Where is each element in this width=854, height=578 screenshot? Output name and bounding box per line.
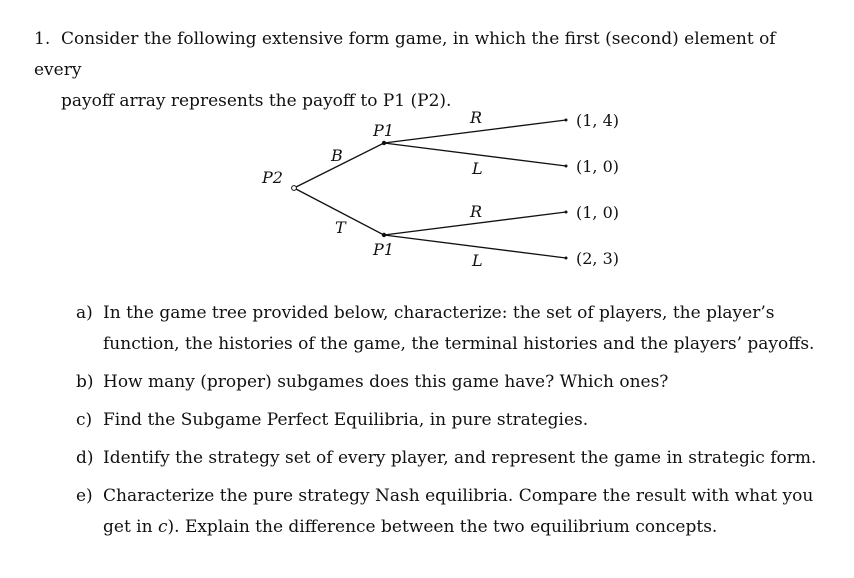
sub-questions (76, 298, 824, 550)
action-label-t: T (335, 218, 346, 237)
sub-question-c (76, 405, 824, 436)
lower-decision-node (382, 233, 386, 237)
lower-player-label: P1 (373, 240, 394, 259)
terminal-node-2 (565, 165, 568, 168)
payoff-4: (2, 3) (576, 249, 620, 268)
sub-question-letter: e) (76, 486, 93, 506)
sub-question-d (76, 443, 824, 474)
question-line-1: Consider the following extensive form game, in which the first (second) element of every (34, 29, 776, 80)
sub-question-text (103, 486, 813, 537)
question-number: 1. (34, 29, 51, 49)
payoff-2: (1, 0) (576, 157, 620, 176)
action-label-upper-l: L (472, 159, 483, 178)
terminal-node-1 (565, 119, 568, 122)
terminal-node-4 (565, 257, 568, 260)
upper-decision-node (382, 141, 386, 145)
sub-question-text: Find the Subgame Perfect Equilibria, in pure strategies. (103, 410, 589, 430)
action-label-b: B (331, 146, 343, 165)
sub-question-text-after: ). Explain the difference between the two equilibrium concepts. (167, 517, 718, 537)
root-node (292, 186, 297, 191)
root-player-label: P2 (262, 168, 283, 187)
sub-question-text: Identify the strategy set of every player, and represent the game in strategic form. (103, 448, 817, 468)
action-label-lower-r: R (470, 202, 483, 221)
sub-question-a (76, 298, 824, 360)
sub-question-letter: b) (76, 372, 94, 392)
action-label-upper-r: R (470, 108, 483, 127)
sub-question-letter: a) (76, 303, 93, 323)
sub-question-text-before: Characterize the pure strategy Nash equilibria. Compare the result with what you get in (103, 486, 814, 537)
terminal-node-3 (565, 211, 568, 214)
upper-player-label: P1 (373, 121, 394, 140)
sub-question-text: In the game tree provided below, characterize: the set of players, the player’s function, the histories of the game, the terminal histories and the players’ payoffs. (103, 303, 815, 354)
sub-question-letter: c) (76, 410, 93, 430)
sub-question-text-italic: c (157, 517, 168, 537)
sub-question-b (76, 367, 824, 398)
sub-question-text: How many (proper) subgames does this game have? Which ones? (103, 372, 669, 392)
sub-question-letter: d) (76, 448, 94, 468)
sub-question-e (76, 481, 824, 543)
question-line-2: payoff array represents the payoff to P1 (P2). (61, 91, 452, 111)
payoff-3: (1, 0) (576, 203, 620, 222)
action-label-lower-l: L (472, 251, 483, 270)
payoff-1: (1, 4) (576, 111, 620, 130)
